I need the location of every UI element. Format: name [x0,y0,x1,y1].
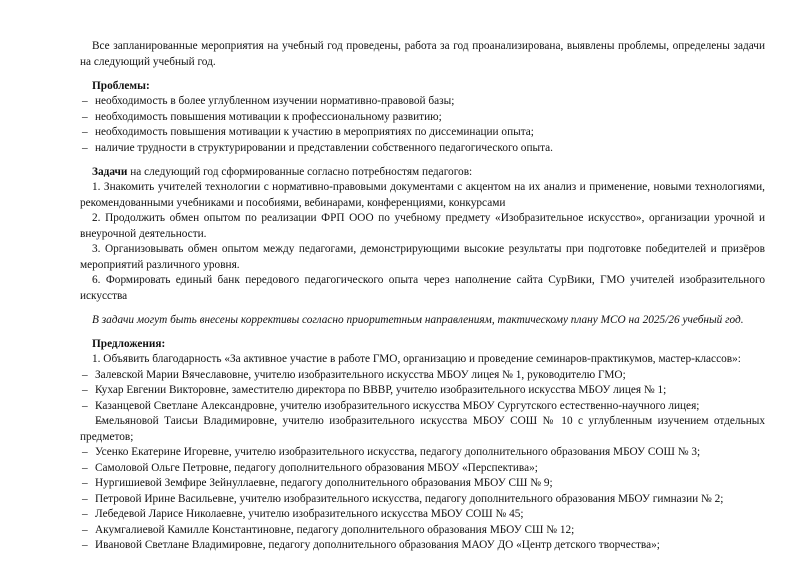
tasks-heading-rest: на следующий год сформированные согласно потребностям педагогов: [127,165,473,178]
problem-item: – необходимость повышения мотивации к участию в мероприятиях по диссеминации опыта; [80,125,765,141]
person-item: – Залевской Марии Вячеславовне, учителю изобразительного искусства МБОУ лицея № 1, руководителю ГМО; [80,368,765,384]
problem-item: – необходимость в более углубленном изучении нормативно-правовой базы; [80,94,765,110]
document-page [80,39,765,554]
person-item: – Емельяновой Таисьи Владимировне, учителю изобразительного искусства МБОУ СОШ № 10 с углубленным изучением отдельных предметов; [80,414,765,445]
person-item: – Петровой Ирине Васильевне, учителю изобразительного искусства, педагогу дополнительного образования МБОУ гимназии № 2; [80,492,765,508]
task-item: 6. Формировать единый банк передового педагогического опыта через наполнение сайта СурВики, ГМО учителей изобразительного искусства [80,274,765,302]
problems-heading: Проблемы: [92,79,150,92]
person-item: – Акумгалиевой Камилле Константиновне, педагогу дополнительного образования МБОУ СШ № 12; [80,523,765,539]
person-item: – Усенко Екатерине Игоревне, учителю изобразительного искусства, педагогу дополнительного образования МБОУ СОШ № 3; [80,445,765,461]
task-item: 2. Продолжить обмен опытом по реализации ФРП ООО по учебному предмету «Изобразительное искусство», организации урочной и внеурочной деятельности. [80,212,765,240]
person-item: – Самоловой Ольге Петровне, педагогу дополнительного образования МБОУ «Перспектива»; [80,461,765,477]
person-item: – Лебедевой Ларисе Николаевне, учителю изобразительного искусства МБОУ СОШ № 45; [80,507,765,523]
proposal-item: 1. Объявить благодарность «За активное участие в работе ГМО, организацию и проведение семинаров-практикумов, мастер-классов»: [92,353,741,365]
tasks-intro [80,165,765,181]
problem-item: – наличие трудности в структурировании и представлении собственного педагогического опыта. [80,141,765,157]
person-item: – Нургишиевой Земфире Зейнуллаевне, педагогу дополнительного образования МБОУ СШ № 9; [80,476,765,492]
task-item: 1. Знакомить учителей технологии с нормативно-правовыми документами с акцентом на их анализ и применение, новыми технологиями, рекомендованными учебниками и пособиями, вебинарами, конференциями, конкурсами [80,181,765,209]
proposals-heading: Предложения: [92,337,166,350]
person-item: – Кухар Евгении Викторовне, заместителю директора по ВВВР, учителю изобразительного искусства МБОУ лицея № 1; [80,383,765,399]
person-item: – Казанцевой Светлане Александровне, учителю изобразительного искусства МБОУ Сургутского естественно-научного лицея; [80,399,765,415]
task-item: 3. Организовывать обмен опытом между педагогами, демонстрирующими высокие результаты при подготовке победителей и призёров мероприятий различного уровня. [80,243,765,271]
intro-paragraph: Все запланированные мероприятия на учебный год проведены, работа за год проанализирована, выявлены проблемы, определены задачи на следующий учебный год. [80,40,765,68]
tasks-heading: Задачи [92,165,128,178]
tasks-note: В задачи могут быть внесены коррективы согласно приоритетным направлениям, тактическому плану МСО на 2025/26 учебный год. [92,313,744,326]
person-item: – Ивановой Светлане Владимировне, педагогу дополнительного образования МАОУ ДО «Центр детского творчества»; [80,538,765,554]
problem-item: – необходимость повышения мотивации к профессиональному развитию; [80,110,765,126]
